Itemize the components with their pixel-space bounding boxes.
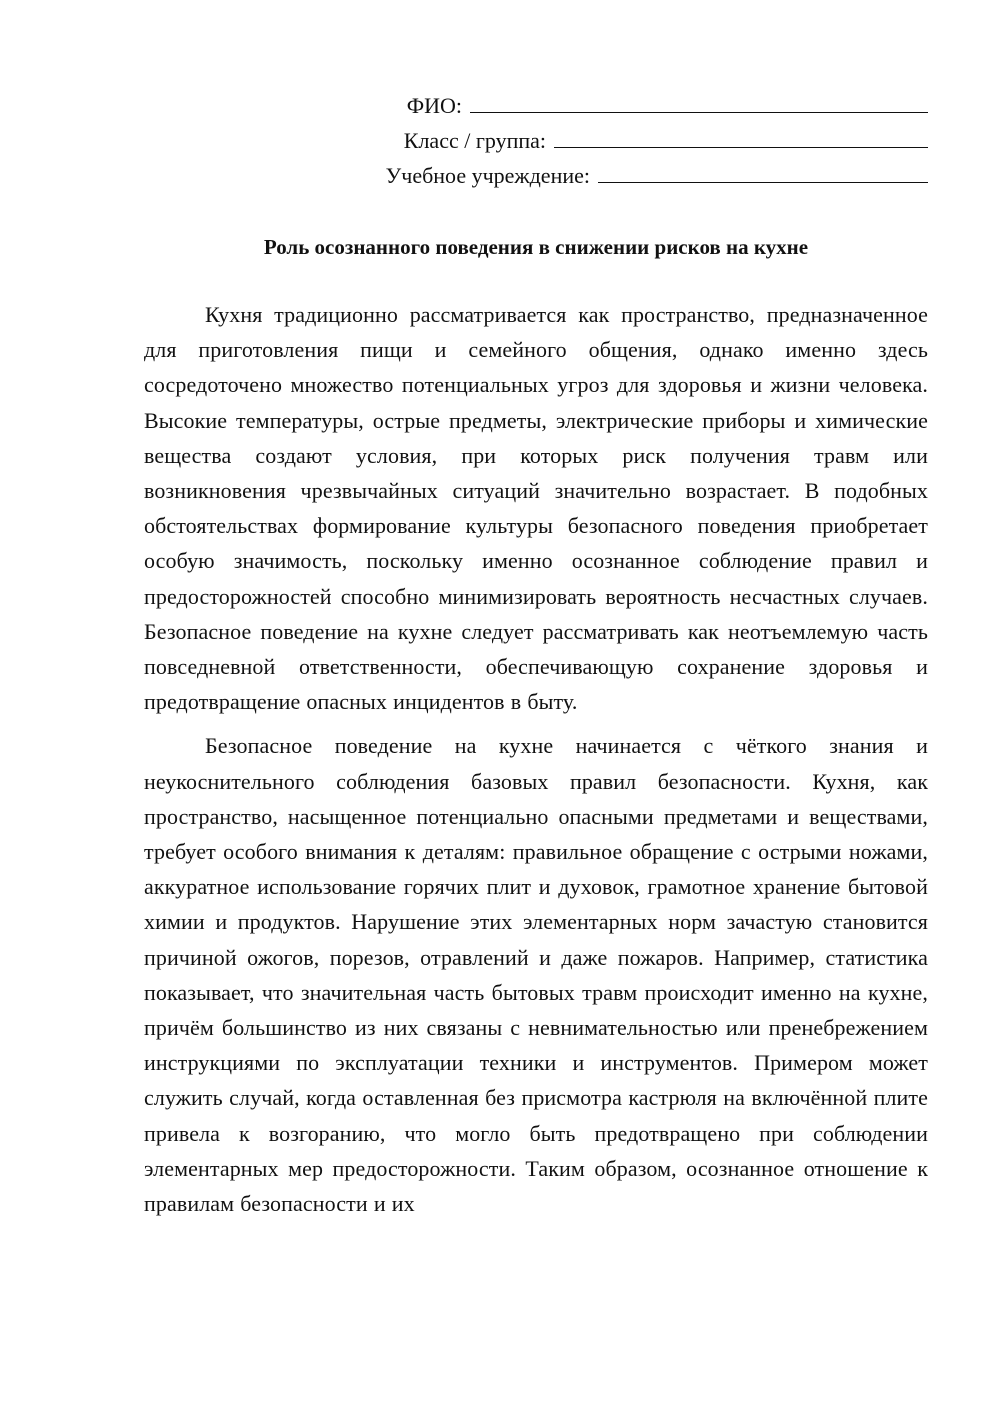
school-blank-line [598, 162, 928, 183]
document-body [144, 297, 928, 1230]
class-blank-line [554, 127, 928, 148]
paragraph-1: Кухня традиционно рассматривается как пространство, предназначенное для приготовления пищи и семейного общения, однако именно здесь сосредоточено множество потенциальных угроз для здоровья и жизни человека. Высокие температуры, острые предметы, электрические приборы и химические вещества создают условия, при которых риск получения травм или возникновения чрезвычайных ситуаций значительно возрастает. В подобных обстоятельствах формирование культуры безопасного поведения приобретает особую значимость, поскольку именно осознанное соблюдение правил и предосторожностей способно минимизировать вероятность несчастных случаев. Безопасное поведение на кухне следует рассматривать как неотъемлемую часть повседневной ответственности, обеспечивающую сохранение здоровья и предотвращение опасных инцидентов в быту. [144, 302, 928, 715]
class-label: Класс / группа: [403, 128, 546, 153]
fio-label: ФИО: [406, 93, 462, 118]
paragraph-2: Безопасное поведение на кухне начинается с чёткого знания и неукоснительного соблюдения базовых правил безопасности. Кухня, как пространство, насыщенное потенциально опасными предметами и веществами, требует особого внимания к деталям: правильное обращение с острыми ножами, аккуратное использование горячих плит и духовок, грамотное хранение бытовой химии и продуктов. Нарушение этих элементарных норм зачастую становится причиной ожогов, порезов, отравлений и даже пожаров. Например, статистика показывает, что значительная часть бытовых травм происходит именно на кухне, причём большинство из них связаны с невнимательностью или пренебрежением инструкциями по эксплуатации техники и инструментов. Примером может служить случай, когда оставленная без присмотра кастрюля на включённой плите привела к возгоранию, что могло быть предотвращено при соблюдении элементарных мер предосторожности. Таким образом, осознанное отношение к правилам безопасности и их [144, 733, 928, 1217]
student-info-block [308, 92, 928, 197]
fio-blank-line [470, 92, 928, 113]
class-row [308, 127, 928, 162]
fio-row [308, 92, 928, 127]
document-title: Роль осознанного поведения в снижении рисков на кухне [263, 235, 809, 259]
school-label: Учебное учреждение: [385, 163, 590, 188]
school-row [308, 162, 928, 197]
